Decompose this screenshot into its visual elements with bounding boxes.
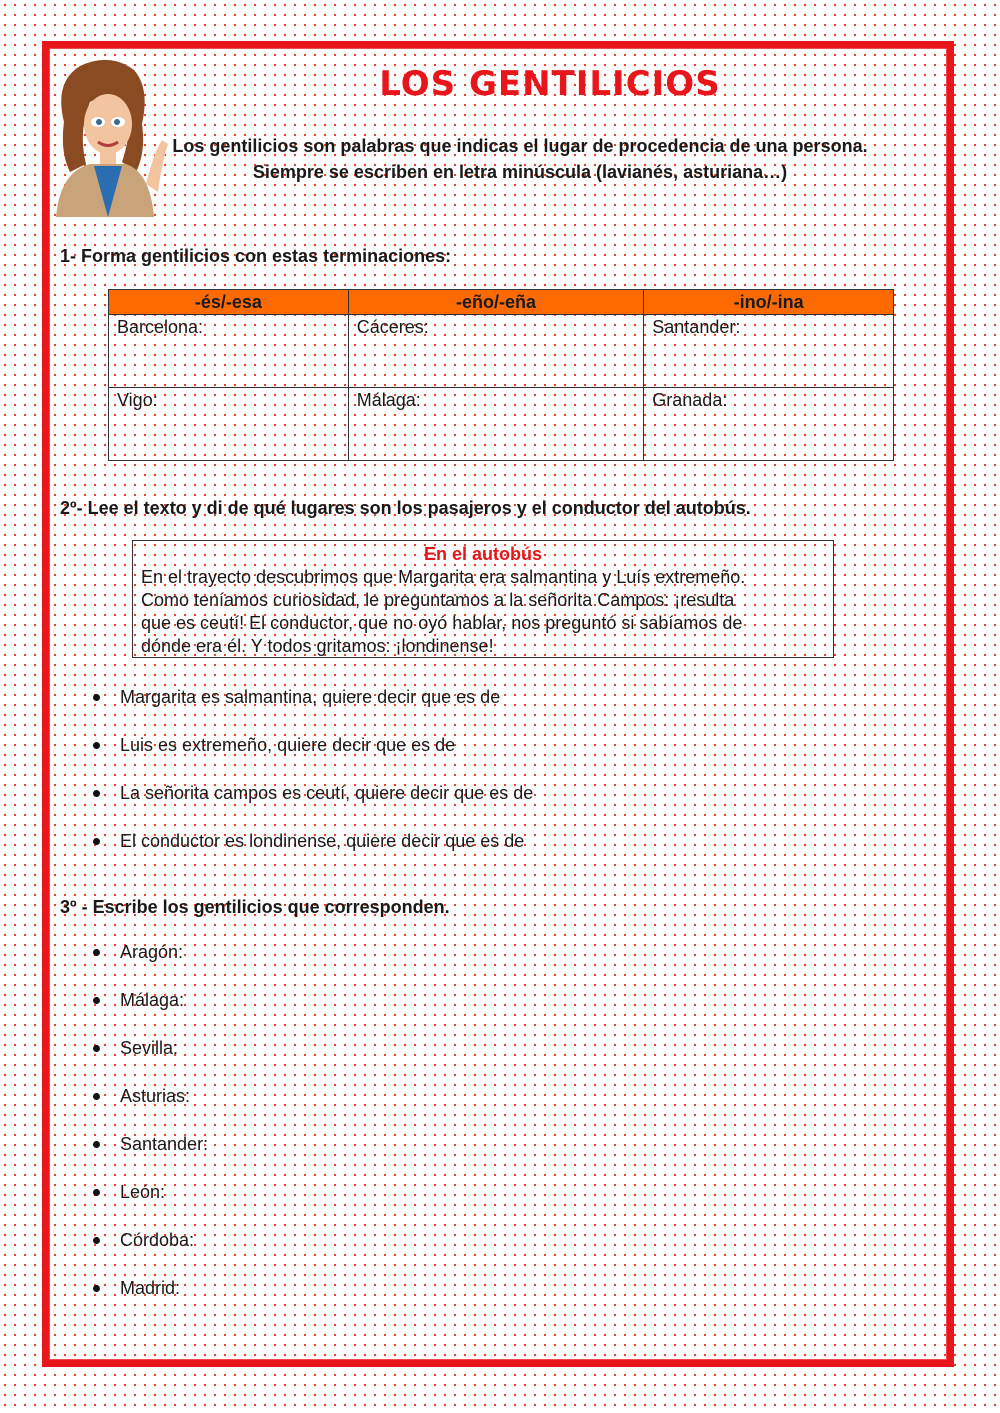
bullet-icon <box>93 1285 100 1292</box>
exercise3-list <box>90 941 208 1325</box>
column-header: -és/-esa <box>109 290 349 315</box>
list-item <box>90 1085 208 1133</box>
story-title: En el autobús <box>423 544 542 564</box>
table-row <box>109 315 894 388</box>
list-item <box>90 941 208 989</box>
column-header: -eño/-eña <box>348 290 644 315</box>
story-box <box>132 540 834 658</box>
list-item-text: Sevilla: <box>120 1038 179 1058</box>
list-item-text: Luis es extremeño, quiere decir que es de <box>120 735 456 755</box>
table-cell[interactable]: Granada: <box>644 388 894 461</box>
story-line: Como teníamos curiosidad, le preguntamos a la señorita Campos: ¡resulta <box>141 590 735 610</box>
list-item-text: León: <box>120 1182 166 1202</box>
story-line: En el trayecto descubrimos que Margarita era salmantina y Luís extremeño. <box>141 567 746 587</box>
column-header: -ino/-ina <box>644 290 894 315</box>
exercise3-heading: 3º - Escribe los gentilicios que corresponden. <box>60 897 450 917</box>
list-item <box>90 1277 208 1325</box>
list-item-text: La señorita campos es ceutí, quiere decir que es de <box>120 783 534 803</box>
list-item-text: Asturias: <box>120 1086 191 1106</box>
exercise2-heading: 2º- Lee el texto y di de qué lugares son los pasajeros y el conductor del autobús. <box>60 498 751 518</box>
exercise2-list <box>90 686 533 878</box>
bullet-icon <box>93 997 100 1004</box>
teacher-avatar-icon <box>50 52 170 217</box>
bullet-icon <box>93 1141 100 1148</box>
list-item <box>90 830 533 878</box>
list-item <box>90 782 533 830</box>
list-item <box>90 1181 208 1229</box>
story-line: que es ceutí! El conductor, que no oyó hablar, nos preguntó si sabíamos de <box>141 613 743 633</box>
table-cell[interactable]: Vigo: <box>109 388 349 461</box>
list-item <box>90 1229 208 1277</box>
intro-text: Los gentilicios son palabras que indicas el lugar de procedencia de una persona. Siempre se escriben en letra minúscula (lavianés, asturiana…) <box>172 136 868 182</box>
table-cell[interactable]: Barcelona: <box>109 315 349 388</box>
bullet-icon <box>93 949 100 956</box>
suffix-table <box>108 289 894 461</box>
list-item-text: Margarita es salmantina, quiere decir que es de <box>120 687 501 707</box>
bullet-icon <box>93 790 100 797</box>
bullet-icon <box>93 1045 100 1052</box>
bullet-icon <box>93 1189 100 1196</box>
list-item <box>90 1037 208 1085</box>
list-item <box>90 734 533 782</box>
list-item-text: Madrid: <box>120 1278 181 1298</box>
bullet-icon <box>93 1093 100 1100</box>
table-row <box>109 388 894 461</box>
page-title: LOS GENTILICIOS <box>379 64 721 104</box>
bullet-icon <box>93 694 100 701</box>
bullet-icon <box>93 1237 100 1244</box>
list-item <box>90 686 533 734</box>
table-cell[interactable]: Cáceres: <box>348 315 644 388</box>
table-cell[interactable]: Santander: <box>644 315 894 388</box>
list-item-text: Córdoba: <box>120 1230 195 1250</box>
list-item <box>90 1133 208 1181</box>
table-cell[interactable]: Málaga: <box>348 388 644 461</box>
list-item-text: Santander: <box>120 1134 209 1154</box>
list-item-text: Málaga: <box>120 990 185 1010</box>
story-line: dónde era él. Y todos gritamos: ¡londinense! <box>141 636 494 656</box>
list-item-text: Aragón: <box>120 942 184 962</box>
list-item <box>90 989 208 1037</box>
bullet-icon <box>93 838 100 845</box>
list-item-text: El conductor es londinense, quiere decir que es de <box>120 831 525 851</box>
bullet-icon <box>93 742 100 749</box>
exercise1-heading: 1- Forma gentilicios con estas terminaciones: <box>60 246 452 266</box>
